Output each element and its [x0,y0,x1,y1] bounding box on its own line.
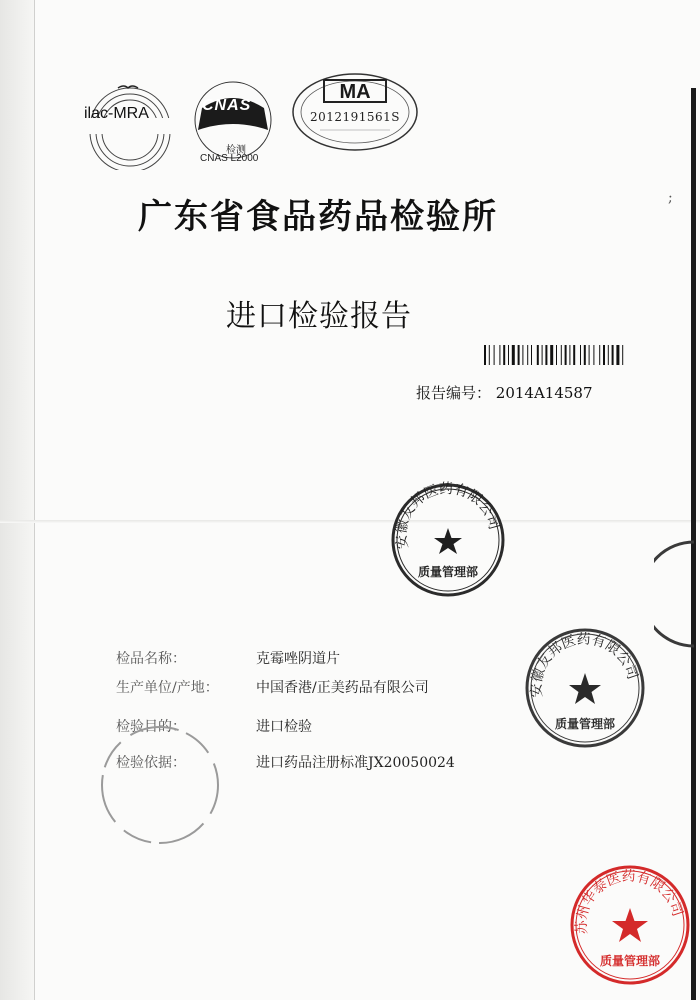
barcode-bar [608,345,609,365]
barcode-bar [616,345,619,365]
ilac-mra-logo [80,78,180,170]
stamp-3-ring-text: 苏州华泰医药有限公司 [573,868,686,935]
barcode-bar [599,345,600,365]
barcode-bar [518,345,520,365]
cnas-accreditation-number: CNAS L2000 [200,153,259,164]
barcode-bar [542,345,543,365]
report-number-value: 2014A14587 [495,384,593,402]
institute-title: 广东省食品药品检验所 [138,197,498,237]
barcode-bar [531,345,532,365]
field-label: 检品名称： [116,651,186,667]
field-value: 克霉唑阴道片 [256,651,340,667]
report-number-label: 报告编号： [416,384,492,402]
barcode-bar [573,345,575,365]
svg-text:MA: MA [339,81,371,103]
barcode-bar [580,345,581,365]
cnas-subtitle-cn: 检测 [226,145,246,156]
barcode-bar [603,345,605,365]
barcode-bar [489,345,490,365]
barcode-bar [537,345,539,365]
field-value: 中国香港/正美药品有限公司 [256,680,429,696]
scan-edge-line [34,0,35,1000]
barcode-bar [512,345,515,365]
barcode [484,345,661,365]
barcode-bar [612,345,614,365]
barcode-bar [565,345,567,365]
paper-fold-line [0,520,700,523]
stamp-2-ring-text: 安徽友邦医药有限公司 [528,631,641,698]
barcode-bar [494,345,495,365]
field-label: 检验目的： [116,719,186,735]
barcode-bar [499,345,500,365]
report-number [416,382,593,403]
cma-number: 2012191561S [309,110,401,124]
stamp-1-ring-text: 安徽友邦医药有限公司 [393,480,502,550]
field-row-manufacturer [116,677,536,699]
field-value: 进口检验 [256,719,312,735]
report-title: 进口检验报告 [226,299,412,334]
field-label: 检验依据： [116,755,186,771]
field-value: 进口药品注册标准JX20050024 [256,755,455,771]
barcode-bar [622,345,623,365]
barcode-bar [593,345,594,365]
barcode-bar [550,345,553,365]
field-label: 生产单位/产地： [116,680,219,696]
scan-speck: ; [668,190,673,206]
scan-left-edge [0,0,34,1000]
cnas-text: CNAS [202,97,252,114]
field-row-product [116,648,536,670]
red-company-seal-stamp [567,862,693,988]
barcode-bar [484,345,486,365]
barcode-bar [561,345,562,365]
ilac-mra-text: ilac-MRA [84,105,149,122]
stamp-2-center-text: 质量管理部 [554,717,616,731]
barcode-bar [584,345,586,365]
partial-seal-stamp-edge [654,540,694,650]
barcode-bar [556,345,557,365]
barcode-bar [508,345,509,365]
barcode-bar [503,345,505,365]
company-seal-stamp-1 [388,480,508,600]
company-seal-stamp-2 [522,625,648,751]
barcode-bar [569,345,570,365]
faint-seal-stamp [98,720,222,850]
barcode-bar [589,345,590,365]
stamp-3-center-text: 质量管理部 [599,954,661,968]
stamp-1-center-text: 质量管理部 [417,565,479,579]
barcode-bar [522,345,523,365]
barcode-bar [527,345,528,365]
barcode-bar [545,345,547,365]
